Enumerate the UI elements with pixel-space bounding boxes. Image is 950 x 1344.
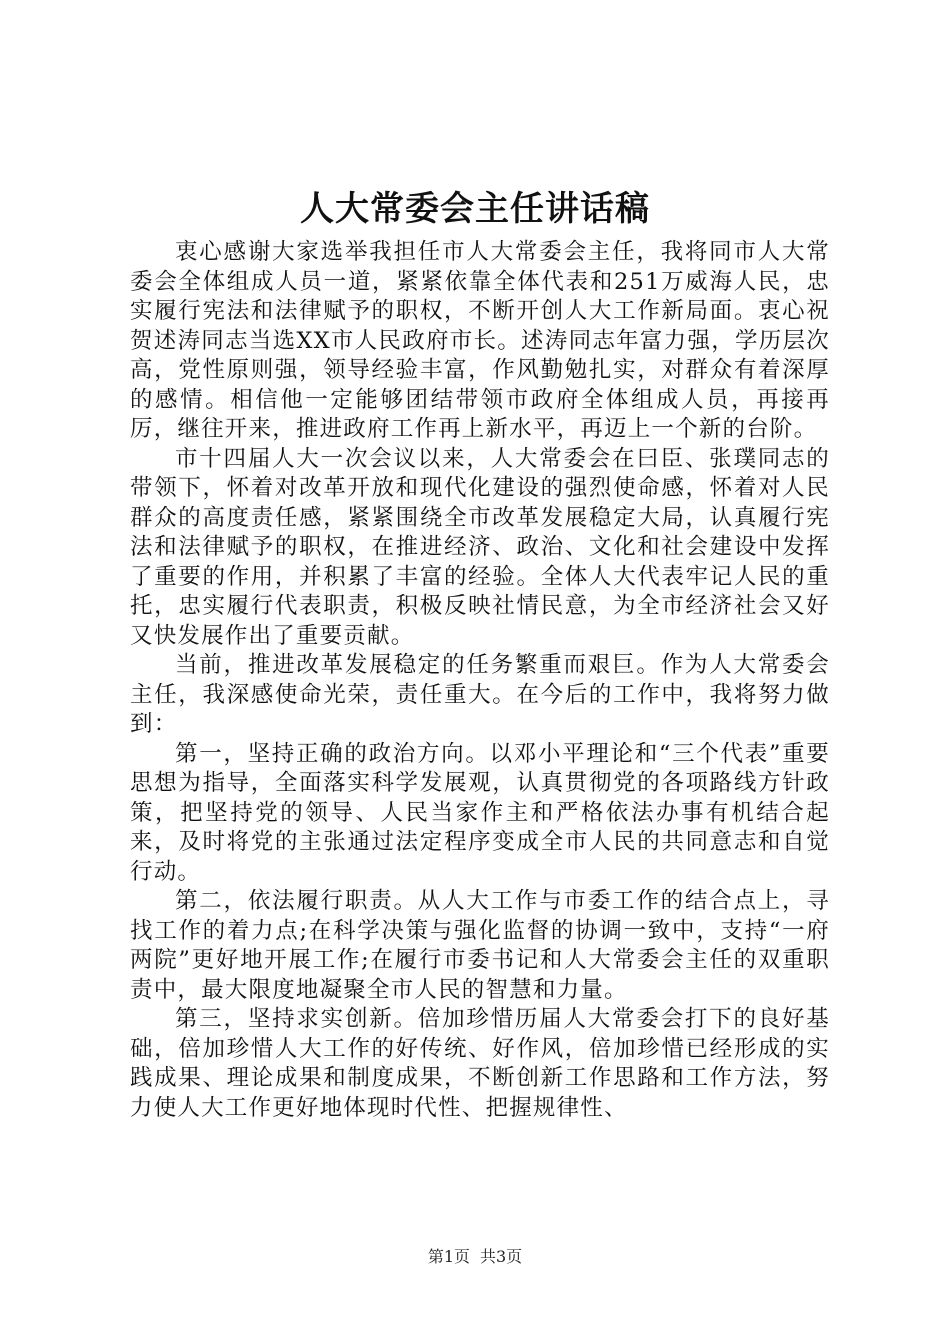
- page-footer: [0, 1246, 950, 1268]
- paragraph-2: 市十四届人大一次会议以来，人大常委会在曰臣、张璞同志的带领下，怀着对改革开放和现代化建设的强烈使命感，怀着对人民群众的高度责任感，紧紧围绕全市改革发展稳定大局，认真履行宪法和法律赋予的职权，在推进经济、政治、文化和社会建设中发挥了重要的作用，并积累了丰富的经验。全体人大代表牢记人民的重托，忠实履行代表职责，积极反映社情民意，为全市经济社会又好又快发展作出了重要贡献。: [130, 445, 830, 649]
- paragraph-6: 第三，坚持求实创新。倍加珍惜历届人大常委会打下的良好基础，倍加珍惜人大工作的好传统、好作风，倍加珍惜已经形成的实践成果、理论成果和制度成果，不断创新工作思路和工作方法，努力使人大工作更好地体现时代性、把握规律性、: [130, 1006, 830, 1121]
- document-body: [130, 238, 830, 1123]
- paragraph-4: 第一，坚持正确的政治方向。以邓小平理论和“三个代表”重要思想为指导，全面落实科学发展观，认真贯彻党的各项路线方针政策，把坚持党的领导、人民当家作主和严格依法办事有机结合起来，及时将党的主张通过法定程序变成全市人民的共同意志和自觉行动。: [130, 740, 830, 885]
- paragraph-5: 第二，依法履行职责。从人大工作与市委工作的结合点上，寻找工作的着力点;在科学决策与强化监督的协调一致中，支持“一府两院”更好地开展工作;在履行市委书记和人大常委会主任的双重职责中，最大限度地凝聚全市人民的智慧和力量。: [130, 888, 830, 1003]
- paragraph-3: 当前，推进改革发展稳定的任务繁重而艰巨。作为人大常委会主任，我深感使命光荣，责任重大。在今后的工作中，我将努力做到：: [130, 652, 830, 737]
- page-count: 共3页: [480, 1247, 523, 1266]
- page-number: 第1页: [427, 1247, 470, 1266]
- document-title: 人大常委会主任讲话稿: [300, 189, 650, 229]
- paragraph-1: 衷心感谢大家选举我担任市人大常委会主任，我将同市人大常委会全体组成人员一道，紧紧依靠全体代表和251万威海人民，忠实履行宪法和法律赋予的职权，不断开创人大工作新局面。衷心祝贺述涛同志当选XX市人民政府市长。述涛同志年富力强，学历层次高，党性原则强，领导经验丰富，作风勤勉扎实，对群众有着深厚的感情。相信他一定能够团结带领市政府全体组成人员，再接再厉，继往开来，推进政府工作再上新水平，再迈上一个新的台阶。: [130, 239, 830, 442]
